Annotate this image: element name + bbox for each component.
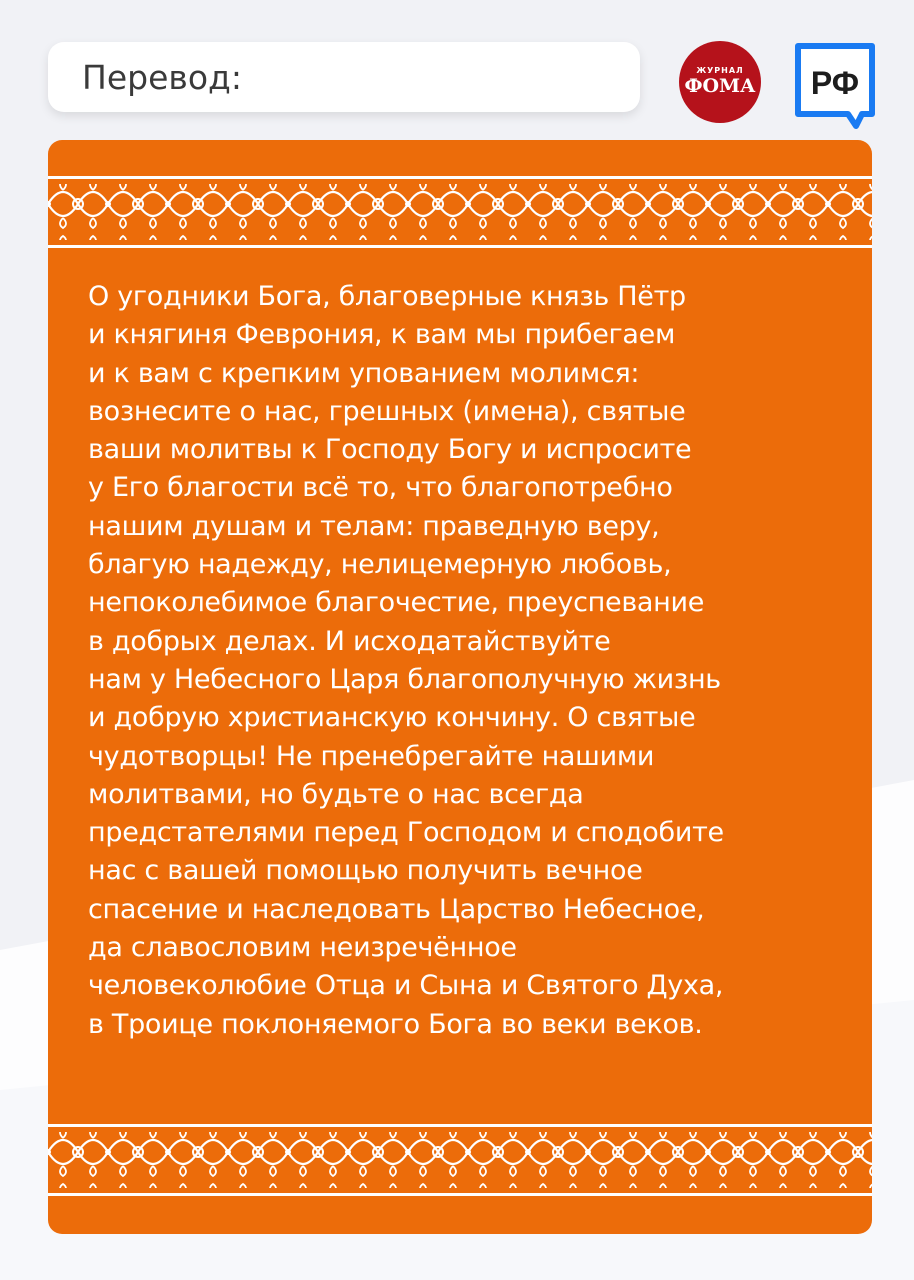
foma-logo-small-text: ЖУРНАЛ (696, 66, 744, 75)
page-title: Перевод: (82, 57, 242, 97)
rf-logo-text: РФ (810, 65, 860, 101)
header-pill (48, 42, 640, 112)
ornament-bottom-icon (48, 1124, 872, 1196)
ornament-top-icon (48, 176, 872, 248)
foma-logo-name: ФОМА (684, 75, 756, 97)
rf-logo-icon (794, 42, 876, 130)
prayer-text: О угодники Бога, благоверные князь Пётр и княгиня Феврония, к вам мы прибегаем и к вам с крепким упованием молимся: вознесите о нас, грешных (имена), святые ваши молитвы к Господу Богу и испросите у Его благости всё то, что благопотребно нашим душам и телам: праведную веру, благую надежду, нелицемерную любовь, непоколебимое благочестие, преуспевание в добрых делах. И исходатайствуйте нам у Небесного Царя благополучную жизнь и добрую христианскую кончину. О святые чудотворцы! Не пренебрегайте нашими молитвами, но будьте о нас всегда предстателями перед Господом и сподобите нас с вашей помощью получить вечное спасение и наследовать Царство Небесное, да славословим неизречённое человеколюбие Отца и Сына и Святого Духа, в Троице поклоняемого Бога во веки веков. (88, 281, 724, 1040)
prayer-card (48, 140, 872, 1234)
foma-logo-icon (678, 40, 762, 124)
